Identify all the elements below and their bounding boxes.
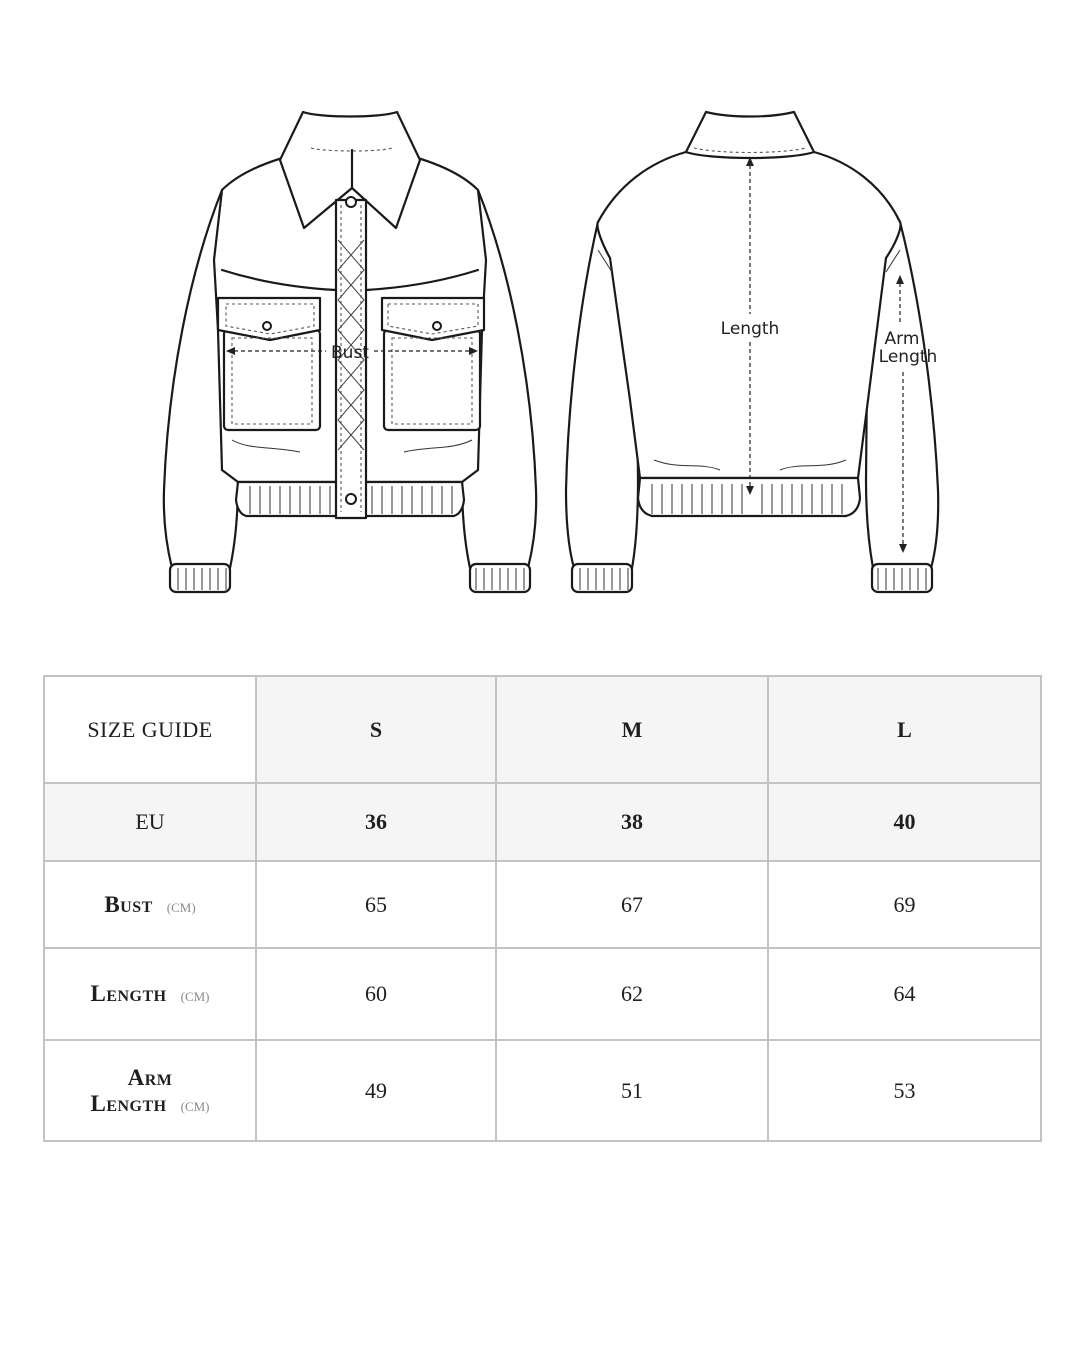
back-body (598, 152, 901, 478)
length-value-s: 60 (256, 948, 496, 1040)
table-row-eu (44, 783, 1041, 861)
table-header-row (44, 676, 1041, 783)
bust-value-m: 67 (496, 861, 768, 948)
length-value-m: 62 (496, 948, 768, 1040)
eu-label: EU (44, 783, 256, 861)
jacket-illustration (0, 0, 1080, 640)
size-guide-heading: SIZE GUIDE (44, 676, 256, 783)
bust-row-label (44, 861, 256, 948)
eu-value-l: 40 (768, 783, 1041, 861)
table-row-length (44, 948, 1041, 1040)
bust-row-name: Bust (104, 891, 153, 917)
bust-label: Bust (331, 343, 369, 363)
eu-value-m: 38 (496, 783, 768, 861)
length-value-l: 64 (768, 948, 1041, 1040)
table-row-arm-length (44, 1040, 1041, 1141)
arm-length-label-line2: Length (878, 347, 938, 367)
bust-value-s: 65 (256, 861, 496, 948)
front-left-cuff (170, 564, 230, 592)
arm-length-label-line1: Arm (884, 329, 920, 349)
arm-length-value-m: 51 (496, 1040, 768, 1141)
front-right-pocket (384, 330, 480, 430)
arm-length-value-l: 53 (768, 1040, 1041, 1141)
arm-length-row-label (44, 1040, 256, 1141)
eu-value-s: 36 (256, 783, 496, 861)
bust-value-l: 69 (768, 861, 1041, 948)
length-row-label (44, 948, 256, 1040)
arm-length-unit: (CM) (180, 1098, 210, 1114)
table-row-bust (44, 861, 1041, 948)
length-unit: (CM) (180, 989, 210, 1004)
bust-unit: (CM) (166, 899, 196, 915)
size-l-header: L (768, 676, 1041, 783)
size-guide-table (43, 675, 1042, 1142)
arm-length-row-name-line1: Arm (127, 1064, 173, 1090)
length-row-name: Length (90, 981, 167, 1006)
size-s-header: S (256, 676, 496, 783)
back-waistband (638, 478, 860, 516)
size-m-header: M (496, 676, 768, 783)
back-left-cuff (572, 564, 632, 592)
arm-length-row-name-line2: Length (90, 1090, 167, 1116)
front-left-pocket (224, 330, 320, 430)
length-label: Length (720, 319, 780, 339)
back-collar (686, 112, 814, 158)
arm-length-value-s: 49 (256, 1040, 496, 1141)
